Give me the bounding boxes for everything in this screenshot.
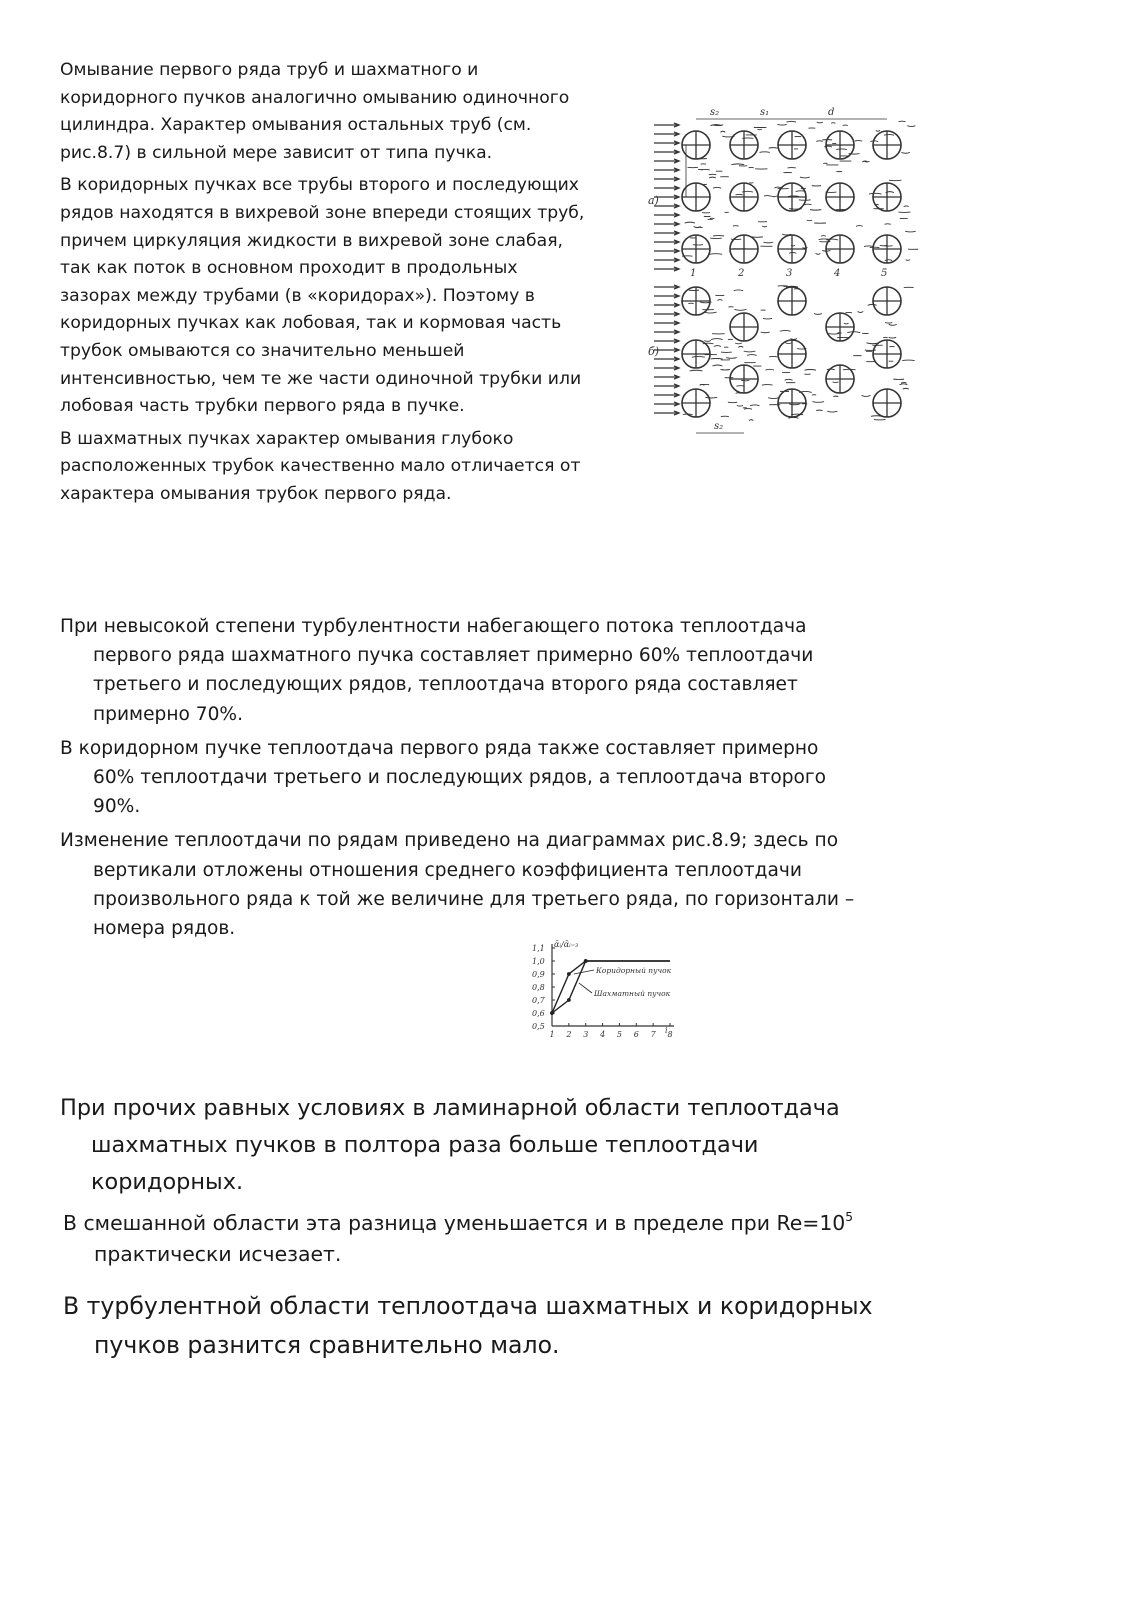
y-tick-label: 0,9 — [532, 970, 545, 979]
flow-streak — [700, 384, 705, 385]
y-tick-label: 1,0 — [532, 957, 545, 966]
x-tick-label: 2 — [566, 1030, 572, 1039]
x-tick-label: 7 — [650, 1030, 656, 1039]
flow-streak — [889, 180, 901, 181]
dim-s1-top: s₁ — [760, 107, 770, 118]
x-tick-label: 8 — [667, 1030, 673, 1039]
paragraph-turbulent: В турбулентной области теплоотдача шахматных и коридорных пучков разнится сравнительно мало. — [63, 1292, 873, 1359]
chart-y-label: ᾱᵢ/ᾱᵢ₌₃ — [554, 940, 579, 949]
flow-streak — [760, 152, 770, 153]
flow-streak — [704, 340, 710, 341]
x-tick-label: 1 — [549, 1030, 555, 1039]
flow-streak — [734, 309, 746, 310]
y-tick-label: 1,1 — [532, 944, 545, 953]
flow-streak — [709, 177, 716, 178]
flow-streak — [901, 382, 907, 383]
paragraph-staggered-bundles: В шахматных пучках характер омывания глубоко расположенных трубок качественно мало отличается от характера омывания трубок первого ряда. — [60, 428, 581, 504]
top-text-column — [60, 57, 590, 509]
series-point — [585, 960, 587, 962]
paragraph-laminar: При прочих равных условиях в ламинарной области теплоотдача шахматных пучков в полтора раза больше теплоотдачи коридорных. — [60, 1095, 840, 1195]
flow-streak — [747, 355, 757, 356]
flow-streak — [827, 411, 837, 412]
tube-bundle-drawing — [648, 103, 918, 443]
flow-streak — [831, 123, 835, 124]
flow-streak — [821, 236, 826, 237]
x-tick-label: 3 — [583, 1030, 589, 1039]
flow-streak — [769, 148, 778, 149]
flow-streak — [744, 351, 756, 352]
paragraph-diagram-description: Изменение теплоотдачи по рядам приведено на диаграммах рис.8.9; здесь по вертикали отложены отношения среднего коэффициента теплоотдачи произвольного ряда к той же величине для третьего ряда, по горизонтали – номера рядов. — [60, 830, 855, 940]
flow-streak — [720, 131, 725, 132]
flow-streak — [789, 253, 796, 254]
row-number-4: 4 — [834, 268, 841, 279]
flow-streak — [705, 397, 717, 398]
x-tick-label: 6 — [633, 1030, 639, 1039]
tube-bundle-figure — [648, 103, 918, 443]
flow-streak — [690, 370, 703, 371]
flow-streak — [823, 163, 827, 164]
row-number-3: 3 — [786, 268, 793, 279]
paragraph-staggered-rows: При невысокой степени турбулентности набегающего потока теплоотдача первого ряда шахматного пучка составляет примерно 60% теплоотдачи третьего и последующих рядов, теплоотдача второго ряда составляет примерно 70%. — [60, 616, 814, 725]
flow-streak — [812, 402, 824, 403]
flow-streak — [904, 206, 909, 207]
flow-streak — [768, 398, 779, 399]
flow-streak — [905, 231, 915, 232]
y-tick-label: 0,6 — [532, 1009, 545, 1018]
flow-streak — [885, 224, 891, 225]
flow-streak — [764, 196, 770, 197]
flow-streak — [901, 152, 909, 153]
flow-streak — [744, 409, 752, 410]
paragraph-mixed — [63, 1208, 854, 1270]
flow-streak — [810, 210, 821, 211]
flow-streak — [814, 314, 822, 315]
legend-leader-staggered — [579, 983, 592, 993]
middle-text-column — [60, 612, 860, 943]
flow-streak — [826, 239, 838, 240]
flow-streak — [889, 324, 897, 325]
flow-streak — [833, 396, 838, 397]
flow-streak — [833, 382, 839, 383]
paragraph-corridor-bundles: В коридорных пучках все трубы второго и последующих рядов находятся в вихревой зоне впереди стоящих труб, причем циркуляция жидкости в вихревой зоне слабая, так как поток в основном проходит в продольных зазорах между трубами (в «коридорах»). Поэтому в коридорных пучках как лобовая, так и кормовая часть трубок омываются со значительно меньшей интенсивностью, чем те же части одиночной трубки или лобовая часть трубки первого ряда в пучке. — [60, 175, 585, 417]
flow-streak — [738, 346, 743, 347]
y-tick-label: 0,8 — [532, 983, 545, 992]
flow-streak — [876, 130, 880, 131]
flow-streak — [785, 343, 792, 344]
flow-streak — [816, 253, 821, 254]
flow-streak — [741, 380, 749, 381]
flow-streak — [766, 369, 775, 370]
flow-streak — [836, 149, 847, 150]
flow-streak — [714, 346, 721, 347]
flow-streak — [856, 226, 863, 227]
flow-streak — [777, 124, 786, 125]
dim-s2-bottom: s₂ — [714, 421, 724, 432]
series-point — [568, 999, 570, 1001]
flow-streak — [749, 420, 753, 421]
row-number-1: 1 — [690, 268, 697, 279]
flow-streak — [864, 246, 873, 247]
flow-streak — [761, 332, 770, 333]
y-tick-label: 0,7 — [532, 996, 545, 1005]
flow-streak — [858, 312, 864, 313]
flow-streak — [844, 323, 849, 324]
flow-streak — [787, 121, 797, 122]
chart-svg — [530, 938, 690, 1063]
mixed-text-before: В смешанной области эта разница уменьшается и в пределе при Re=10 — [63, 1211, 846, 1235]
flow-streak — [902, 360, 914, 361]
x-tick-label: 4 — [600, 1030, 606, 1039]
flow-streak — [874, 419, 886, 420]
flow-streak — [763, 318, 772, 319]
flow-streak — [731, 164, 744, 165]
flow-streak — [721, 416, 729, 417]
flow-streak — [711, 339, 723, 340]
row-number-5: 5 — [881, 268, 888, 279]
legend-corridor: Коридорный пучок — [596, 966, 672, 975]
chart-x-label: i — [665, 1026, 668, 1035]
dim-s2-top: s₂ — [710, 107, 720, 118]
flow-streak — [868, 304, 877, 305]
flow-streak — [734, 290, 743, 291]
flow-streak — [710, 254, 723, 255]
flow-streak — [785, 379, 793, 380]
flow-streak — [903, 388, 909, 389]
flow-streak — [750, 405, 759, 406]
flow-streak — [770, 196, 777, 197]
paragraph-corridor-rows: В коридорном пучке теплоотдача первого ряда также составляет примерно 60% теплоотдачи третьего и последующих рядов, а теплоотдача второго 90%. — [60, 737, 827, 818]
flow-streak — [816, 141, 822, 142]
mixed-exponent: 5 — [845, 1209, 854, 1224]
dim-d-top: d — [828, 107, 835, 118]
flow-streak — [712, 365, 722, 366]
row-number-2: 2 — [738, 268, 745, 279]
flow-streak — [769, 356, 777, 357]
flow-streak — [889, 337, 897, 338]
legend-staggered: Шахматный пучок — [594, 989, 671, 998]
flow-streak — [726, 358, 736, 359]
flow-streak — [713, 187, 721, 188]
flow-streak — [735, 343, 742, 344]
flow-streak — [884, 135, 894, 136]
mixed-text-after: практически исчезает. — [94, 1242, 342, 1266]
flow-streak — [807, 220, 812, 221]
label-b: б) — [648, 345, 660, 358]
flow-streak — [800, 177, 810, 178]
row-heat-transfer-chart — [530, 938, 690, 1063]
flow-streak — [804, 204, 811, 205]
paragraph-first-row: Омывание первого ряда труб и шахматного и коридорного пучков аналогично омыванию одиночного цилиндра. Характер омывания остальных труб (см. рис.8.7) в сильной мере зависит от типа пучка. — [60, 60, 570, 163]
flow-streak — [889, 346, 894, 347]
flow-streak — [685, 222, 695, 223]
flow-streak — [763, 242, 773, 243]
label-a: а) — [648, 194, 659, 207]
flow-streak — [906, 260, 910, 261]
x-tick-label: 5 — [616, 1030, 623, 1039]
flow-streak — [900, 384, 908, 385]
flow-streak — [817, 122, 823, 123]
flow-streak — [717, 300, 722, 301]
flow-streak — [880, 245, 887, 246]
flow-streak — [694, 227, 701, 228]
flow-streak — [789, 404, 800, 405]
flow-streak — [862, 395, 871, 396]
flow-streak — [780, 330, 791, 331]
legend-leader-corridor — [574, 970, 594, 974]
y-tick-label: 0,5 — [532, 1022, 545, 1031]
flow-streak — [704, 312, 717, 313]
flow-streak — [907, 126, 915, 127]
flow-streak — [885, 260, 892, 261]
series-point — [568, 973, 570, 975]
flow-streak — [804, 370, 816, 371]
flow-streak — [762, 226, 767, 227]
series-point — [551, 1012, 553, 1014]
flow-streak — [692, 356, 705, 357]
flow-streak — [869, 193, 881, 194]
flow-streak — [728, 402, 737, 403]
